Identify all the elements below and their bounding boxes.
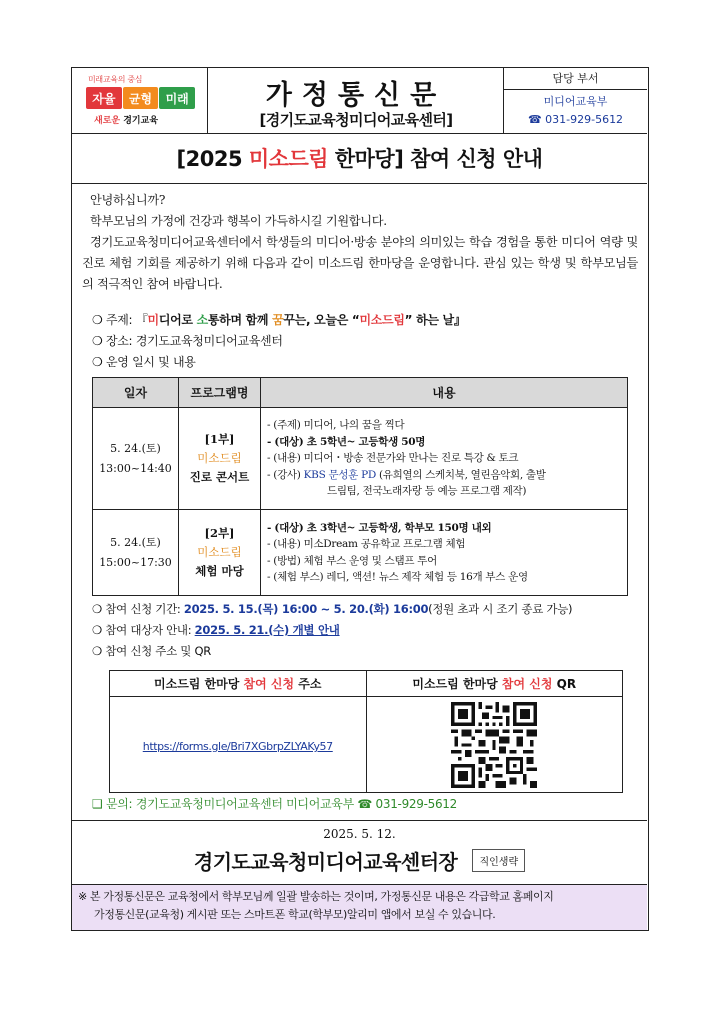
row-program: [2부] 미소드림 체험 마당 (179, 510, 261, 596)
dept-phone: ☎ 031-929-5612 (527, 113, 624, 126)
table-row (93, 408, 628, 510)
logo (86, 87, 196, 109)
header (72, 68, 647, 134)
body-paragraph: 경기도교육청미디어교육센터에서 학생들의 미디어·방송 분야의 의미있는 학습 경험을 통한 미디어 역량 및 진로 체험 기회를 제공하기 위해 다음과 같이 미소드림 한마당을 운영합니다. 관심 있는 학생 및 학부모님들의 적극적인 참여 바랍니다. (82, 235, 638, 291)
apply-link[interactable]: https://forms.gle/Bri7XGbrpZLYAKy57 (142, 740, 333, 753)
logo-cell (72, 68, 208, 134)
apply-qr-cell (366, 697, 623, 793)
dept-name: 미디어교육부 (543, 95, 608, 108)
apply-bullets (92, 599, 572, 662)
body-text (82, 190, 638, 295)
notice-frame (71, 67, 649, 931)
greeting: 안녕하십니까? (90, 193, 166, 207)
signer-name: 경기도교육청미디어교육센터장 (193, 850, 458, 874)
notice-title: [2025 미소드림 한마당] 참여 신청 안내 (72, 134, 647, 184)
page-title: 가정통신문 (265, 80, 447, 111)
title-cell (208, 68, 504, 134)
logo-word-1: 자율 (86, 87, 122, 109)
page-subtitle: [경기도교육청미디어교육센터] (259, 111, 453, 129)
row-program: [1부] 미소드림 진로 콘서트 (179, 408, 261, 510)
row-content: - (주제) 미디어, 나의 꿈을 찍다 - (대상) 초 5학년~ 고등학생 50명 - (내용) 미디어・방송 전문가와 만나는 진로 특강 & 토크 - (강사) KBS 문성훈 PD (유희열의 스케치북, 열린음악회, 출발 드림팀, 전국노래자랑 등 예능 프로그램 제작) (261, 408, 628, 510)
row-date: 5. 24.(토) 13:00~14:40 (93, 408, 179, 510)
apply-body-row (110, 697, 623, 793)
contact-info: ❑ 문의: 경기도교육청미디어교육센터 미디어교육부 ☎ 031-929-5612 (92, 797, 457, 811)
qr-code-icon[interactable] (451, 702, 537, 788)
logo-tagline: 미래교육의 중심 (88, 75, 143, 84)
logo-word-2: 균형 (123, 87, 159, 109)
place-bullet: ❍ 장소: 경기도교육청미디어교육센터 (92, 334, 283, 348)
period-bullet: ❍ 참여 신청 기간: 2025. 5. 15.(목) 16:00 ~ 5. 20.(화) 16:00(정원 초과 시 조기 종료 가능) (92, 602, 573, 616)
theme-bullet: ❍ 주제: 『미디어로 소통하며 함께 꿈꾸는, 오늘은 “미소드림” 하는 날』 (92, 313, 466, 327)
dept-header: 담당 부서 (504, 68, 647, 90)
apply-url-header: 미소드림 한마당 참여 신청 주소 (110, 671, 367, 697)
apply-url-cell (110, 697, 367, 793)
body-line: 학부모님의 가정에 건강과 행복이 가득하시길 기원합니다. (90, 214, 387, 228)
schedule-bullet: ❍ 운영 일시 및 내용 (92, 355, 196, 369)
apply-table (109, 670, 623, 793)
apply-header-row (110, 671, 623, 697)
table-row (93, 510, 628, 596)
logo-word-3: 미래 (159, 87, 195, 109)
signature-row (72, 846, 647, 882)
seal-stamp: 직인생략 (472, 849, 525, 872)
row-content: - (대상) 초 3학년~ 고등학생, 학부모 150명 내외 - (내용) 미소Dream 공유학교 프로그램 체험 - (방법) 체험 부스 운영 및 스탬프 투어 - (체험 부스) 레디, 액션! 뉴스 제작 체험 등 16개 부스 운영 (261, 510, 628, 596)
footnote (72, 884, 647, 930)
footnote-line-2: 가정통신문(교육청) 게시판 또는 스마트폰 학교(학부모)알리미 앱에서 보실 수 있습니다. (94, 908, 496, 921)
row-date: 5. 24.(토) 15:00~17:30 (93, 510, 179, 596)
address-bullet: ❍ 참여 신청 주소 및 QR (92, 644, 211, 658)
apply-qr-header: 미소드림 한마당 참여 신청 QR (366, 671, 623, 697)
col-header-program: 프로그램명 (179, 378, 261, 408)
col-header-date: 일자 (93, 378, 179, 408)
logo-caption: 새로운 경기교육 (94, 116, 159, 126)
table-header-row (93, 378, 628, 408)
footnote-line-1: ※ 본 가정통신문은 교육청에서 학부모님께 일괄 발송하는 것이며, 가정통신문 내용은 각급학교 홈페이지 (78, 890, 554, 903)
info-bullets (92, 310, 466, 373)
issue-date: 2025. 5. 12. (72, 820, 647, 846)
dept-cell (504, 68, 647, 134)
target-bullet: ❍ 참여 대상자 안내: 2025. 5. 21.(수) 개별 안내 (92, 623, 340, 637)
col-header-content: 내용 (261, 378, 628, 408)
schedule-table (92, 377, 628, 596)
